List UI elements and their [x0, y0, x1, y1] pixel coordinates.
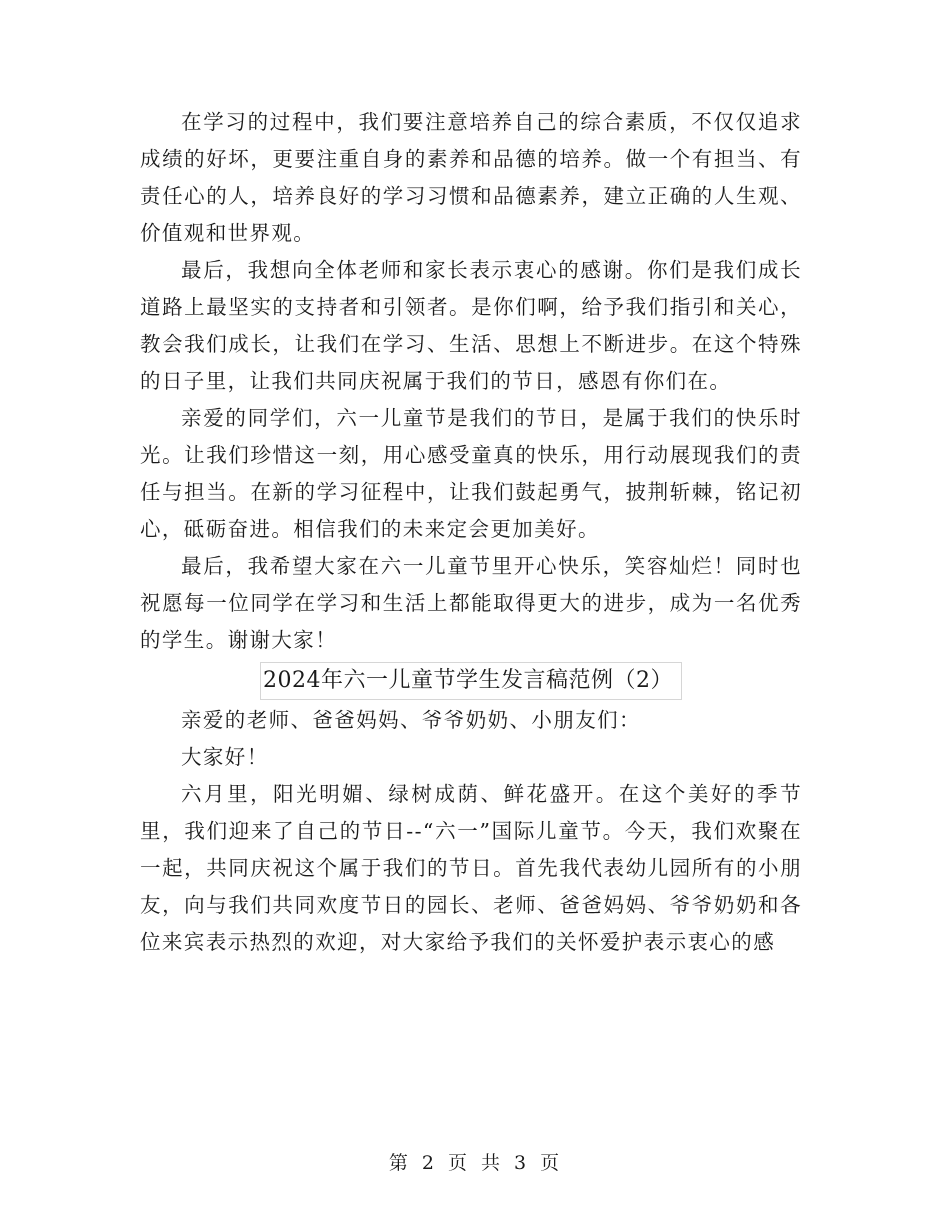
greeting-line: 亲爱的老师、爸爸妈妈、爷爷奶奶、小朋友们：	[181, 708, 641, 732]
paragraph: 六月里，阳光明媚、绿树成荫、鲜花盛开。在这个美好的季节里，我们迎来了自己的节日--“六一”国际儿童节。今天，我们欢聚在一起，共同庆祝这个属于我们的节日。首先我代表幼儿园所有的小朋友，向与我们共同欢度节日的园长、老师、爸爸妈妈、爷爷奶奶和各位来宾表示热烈的欢迎，对大家给予我们的关怀爱护表示衷心的感	[140, 782, 802, 954]
paragraph: 亲爱的同学们，六一儿童节是我们的节日，是属于我们的快乐时光。让我们珍惜这一刻，用心感受童真的快乐，用行动展现我们的责任与担当。在新的学习征程中，让我们鼓起勇气，披荆斩棘，铭记初心，砥砺奋进。相信我们的未来定会更加美好。	[140, 406, 802, 541]
paragraph: 最后，我想向全体老师和家长表示衷心的感谢。你们是我们成长道路上最坚实的支持者和引领者。是你们啊，给予我们指引和关心，教会我们成长，让我们在学习、生活、思想上不断进步。在这个特殊的日子里，让我们共同庆祝属于我们的节日，感恩有你们在。	[140, 258, 802, 393]
salutation-line: 大家好！	[181, 745, 269, 769]
paragraph: 在学习的过程中，我们要注意培养自己的综合素质，不仅仅追求成绩的好坏，更要注重自身的素养和品德的培养。做一个有担当、有责任心的人，培养良好的学习习惯和品德素养，建立正确的人生观、价值观和世界观。	[140, 110, 802, 245]
page-number-footer: 第 2 页 共 3 页	[388, 1152, 562, 1174]
document-body	[140, 104, 802, 961]
paragraph: 最后，我希望大家在六一儿童节里开心快乐，笑容灿烂！同时也祝愿每一位同学在学习和生活上都能取得更大的进步，成为一名优秀的学生。谢谢大家！	[140, 554, 802, 652]
section-title: 2024年六一儿童节学生发言稿范例（2）	[260, 662, 682, 700]
section-heading	[140, 662, 802, 700]
